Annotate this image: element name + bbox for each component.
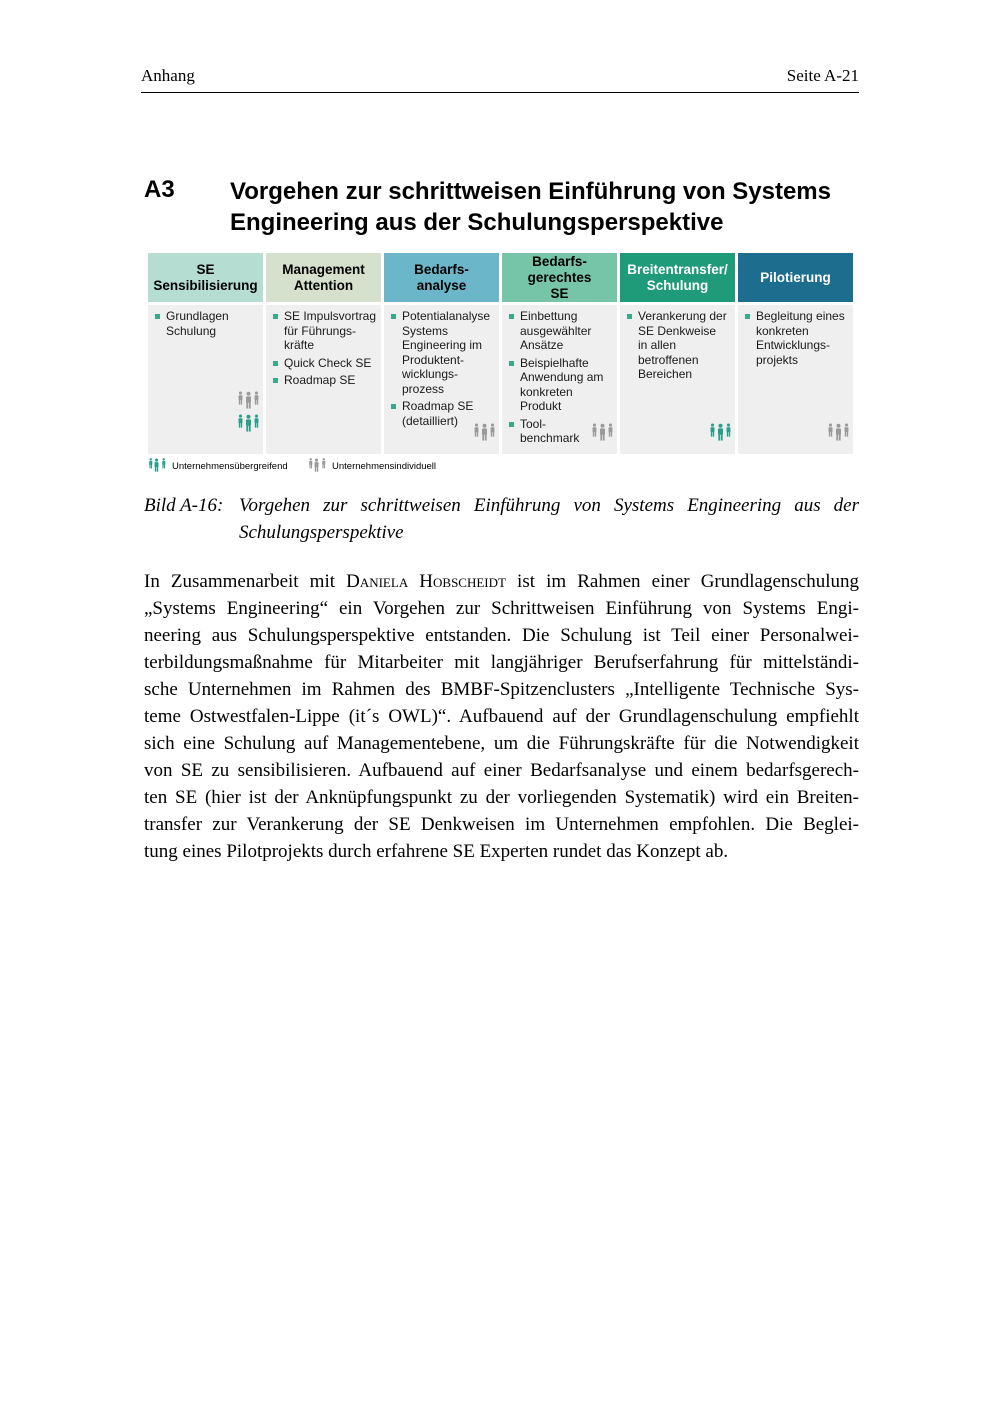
- phase-bullet-line: Engineering im: [402, 338, 483, 352]
- phase-bullet-line: Quick Check SE: [284, 355, 372, 370]
- phase-header-line: Sensibilisierung: [153, 277, 258, 293]
- phase-column: [384, 253, 499, 428]
- phase-header: [738, 253, 853, 302]
- phase-bullet-line: SE Impulsvortrag: [284, 309, 377, 323]
- phase-bullet-item: [388, 309, 495, 396]
- body-text-segment: ten SE (hier ist der Anknüpfungspunkt zu der vorliegenden Systematik) wird ein Breiten-: [144, 787, 859, 808]
- phase-bullet-item: [624, 309, 731, 382]
- phase-bullet-item: [506, 309, 613, 353]
- running-header: [141, 64, 859, 93]
- phase-header-line: Pilotierung: [760, 269, 831, 285]
- figure-caption-label: Bild A-16:: [144, 495, 224, 516]
- teal-people-icon: [709, 422, 733, 454]
- phase-bullet-line: projekts: [756, 352, 799, 367]
- phase-bullet-item: [270, 356, 377, 371]
- body-line: [144, 730, 859, 757]
- body-line: [144, 568, 859, 595]
- body-text-segment: In Zusammenarbeit mit: [144, 571, 347, 592]
- body-line: [144, 703, 859, 730]
- phase-body: [738, 305, 853, 454]
- body-line: [144, 757, 859, 784]
- phase-bullet-line: betroffenen: [638, 352, 699, 367]
- phase-bullet-item: [270, 373, 377, 388]
- phase-bullet-line: SE Denkweise: [638, 323, 717, 338]
- phase-bullet-line: Schulung: [166, 323, 217, 338]
- phase-bullet-line: (detailliert): [402, 413, 459, 428]
- body-paragraph: [144, 568, 859, 865]
- process-figure: [148, 253, 854, 473]
- phase-bullet-line: Produktent-: [402, 352, 465, 367]
- phase-bullet-item: [270, 309, 377, 353]
- phase-bullet-line: konkreten: [756, 323, 809, 338]
- phase-bullet-line: Systems: [402, 323, 449, 338]
- body-text-segment: teme Ostwestfalen-Lippe (it´s OWL)“. Aufbauend auf der Grundlagenschulung empfiehlt: [144, 706, 859, 727]
- phase-header: [384, 253, 499, 302]
- phase-header-line: analyse: [416, 277, 467, 293]
- body-line: [144, 784, 859, 811]
- body-line: [144, 595, 859, 622]
- phase-bullet-line: Roadmap SE: [402, 399, 474, 413]
- body-text-segment: sche Unternehmen im Rahmen des BMBF-Spitzenclusters „Intelligente Technische Sys-: [144, 679, 859, 700]
- phase-bullet-line: Verankerung der: [638, 309, 727, 323]
- phase-header-line: Breitentransfer/: [627, 261, 728, 277]
- phase-bullet-line: Entwicklungs-: [756, 338, 831, 352]
- phase-header-line: Management: [282, 261, 365, 277]
- phase-header: [148, 253, 263, 302]
- phase-bullet-line: prozess: [402, 381, 445, 396]
- body-line: [144, 811, 859, 838]
- grey-people-icon: [827, 422, 851, 454]
- phase-header: [620, 253, 735, 302]
- phase-header-line: Schulung: [646, 277, 709, 293]
- phase-bullet-item: [152, 309, 259, 338]
- phase-bullet-line: Tool-: [520, 416, 547, 431]
- phase-bullet-line: Beispielhafte: [520, 355, 589, 370]
- phase-header: [266, 253, 381, 302]
- phase-header-line: Bedarfs-: [532, 253, 587, 269]
- phase-column: [620, 253, 735, 381]
- phase-column: [502, 253, 617, 445]
- phase-body: [148, 305, 263, 454]
- section-title: [230, 176, 870, 238]
- author-name: Daniela Hobscheidt: [346, 571, 506, 592]
- body-line: [144, 649, 859, 676]
- phase-header-line: SE: [196, 261, 215, 277]
- grey-people-icon: [473, 422, 497, 454]
- phase-bullet-line: Ansätze: [520, 338, 564, 352]
- body-text-segment: neering aus Schulungsperspektive entstanden. Die Schulung ist Teil einer Personalwei-: [144, 625, 859, 646]
- phase-column: [738, 253, 853, 367]
- section-title-line-2: Engineering aus der Schulungsperspektive: [230, 209, 724, 236]
- phase-body: [502, 305, 617, 454]
- legend-cross-company: [148, 456, 288, 476]
- body-line: [144, 676, 859, 703]
- running-header-page-number: Seite A-21: [786, 66, 859, 85]
- phase-bullet-line: Bereichen: [638, 367, 693, 381]
- grey-people-icon: [591, 422, 615, 454]
- phase-bullet-line: kräfte: [284, 338, 315, 352]
- section-number: A3: [144, 176, 175, 203]
- section-title-line-1: Vorgehen zur schrittweisen Einführung von Systems: [230, 178, 831, 205]
- phase-header: [502, 253, 617, 302]
- phase-header-line: Bedarfs-: [414, 261, 469, 277]
- phase-bullet-line: Produkt: [520, 399, 562, 413]
- body-text-segment: ist im Rahmen einer Grundlagenschulung: [505, 571, 860, 592]
- phase-bullet-line: wicklungs-: [402, 367, 459, 381]
- legend-label: Unternehmensindividuell: [332, 460, 437, 472]
- grey-people-icon: [308, 456, 326, 476]
- phase-column: [148, 253, 263, 338]
- phase-column: [266, 253, 381, 387]
- body-text-segment: sich eine Schulung auf Managementebene, um die Führungskräfte für die Notwendigkeit: [144, 733, 859, 754]
- phase-bullet-line: benchmark: [520, 431, 580, 445]
- body-line: [144, 622, 859, 649]
- phase-body: [620, 305, 735, 454]
- phase-bullet-line: ausgewählter: [520, 323, 592, 338]
- legend-label: Unternehmensübergreifend: [172, 460, 288, 472]
- phase-bullet-line: Anwendung am: [520, 370, 604, 384]
- legend-company-specific: [308, 456, 436, 476]
- phase-bullet-item: [742, 309, 849, 367]
- figure-caption-line-1: Vorgehen zur schrittweisen Einführung von Systems Engineering aus der: [239, 495, 859, 516]
- phase-header-line: gerechtes: [527, 269, 592, 285]
- phase-bullet-line: konkreten: [520, 384, 573, 399]
- phase-bullet-item: [506, 356, 613, 414]
- phase-body: [266, 305, 381, 454]
- body-text-segment: terbildungsmaßnahme für Mitarbeiter mit langjähriger Berufserfahrung für mittelständi-: [144, 652, 859, 673]
- phase-bullet-line: Roadmap SE: [284, 373, 356, 387]
- phase-header-line: SE: [550, 285, 569, 301]
- teal-people-icon: [148, 456, 166, 476]
- mixed-people-icon: [237, 390, 261, 422]
- body-text-segment: von SE zu sensibilisieren. Aufbauend auf einer Bedarfsanalyse und einem bedarfsgerech-: [144, 760, 859, 781]
- body-text-segment: „Systems Engineering“ ein Vorgehen zur Schrittweisen Einführung von Systems Engi-: [144, 598, 859, 619]
- figure-caption-line-2: Schulungsperspektive: [239, 522, 404, 543]
- body-text-segment: tung eines Pilotprojekts durch erfahrene SE Experten rundet das Konzept ab.: [144, 841, 729, 862]
- phase-header-line: Attention: [293, 277, 354, 293]
- phase-bullet-line: für Führungs-: [284, 323, 357, 338]
- phase-bullet-line: in allen: [638, 338, 677, 352]
- phase-bullet-line: Grundlagen: [166, 309, 229, 323]
- phase-body: [384, 305, 499, 454]
- phase-bullet-line: Einbettung: [520, 309, 578, 323]
- phase-bullet-line: Begleitung eines: [756, 309, 845, 323]
- body-line: [144, 838, 859, 865]
- body-text-segment: transfer zur Verankerung der SE Denkweisen im Unternehmen empfohlen. Die Beglei-: [144, 814, 859, 835]
- phase-bullet-line: Potentialanalyse: [402, 309, 491, 323]
- running-header-chapter: Anhang: [141, 66, 195, 85]
